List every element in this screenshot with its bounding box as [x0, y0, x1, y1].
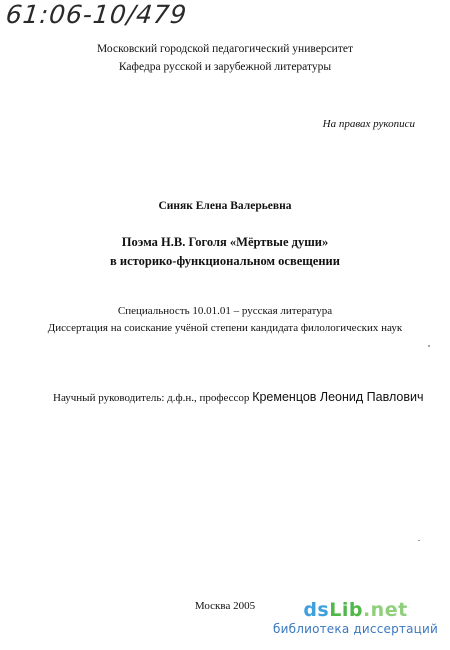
dissertation-title-line-2: в историко-функциональном освещении — [110, 254, 340, 268]
degree-statement: Диссертация на соискание учёной степени кандидата филологических наук — [47, 322, 403, 334]
institution-name: Московский городской педагогический университет — [96, 43, 353, 55]
scientific-supervisor — [53, 390, 423, 404]
dslib-logo-net: .net — [362, 599, 408, 621]
dslib-logo-lib: Lib — [329, 599, 363, 621]
department-name: Кафедра русской и зарубежной литературы — [118, 61, 332, 73]
dslib-subtitle: библиотека диссертаций — [273, 622, 438, 636]
dslib-watermark-link[interactable] — [273, 600, 438, 636]
supervisor-prefix: Научный руководитель: д.ф.н., профессор — [53, 392, 250, 404]
scan-speck — [428, 345, 430, 347]
specialty-code: Специальность 10.01.01 – русская литература — [117, 305, 333, 317]
dissertation-title-line-1: Поэма Н.В. Гоголя «Мёртвые души» — [121, 235, 329, 249]
dslib-logo — [273, 600, 438, 620]
manuscript-rights-note: На правах рукописи — [322, 118, 415, 130]
handwritten-shelfmark: 61:06-10/479 — [4, 0, 189, 29]
author-name: Синяк Елена Валерьевна — [158, 200, 292, 212]
supervisor-name: Кременцов Леонид Павлович — [252, 390, 424, 404]
scan-speck — [418, 540, 420, 541]
city-and-year: Москва 2005 — [194, 600, 256, 612]
dslib-logo-ds: ds — [303, 599, 330, 621]
